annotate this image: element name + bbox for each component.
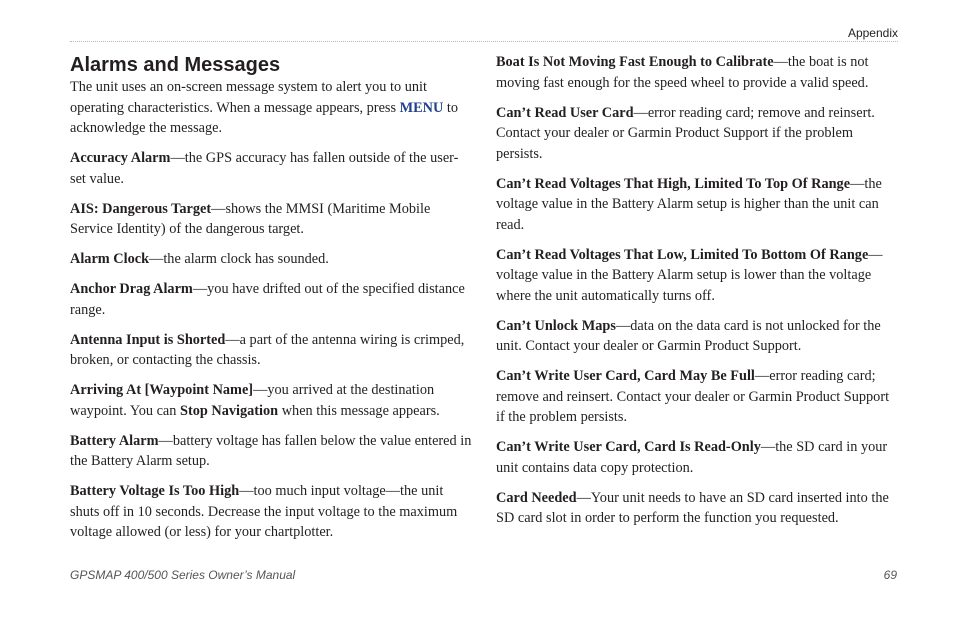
- message-description: —you arrived at the destination waypoint. You can: [70, 382, 435, 419]
- message-term: Boat Is Not Moving Fast Enough to Calibrate: [496, 54, 774, 70]
- message-description: —shows the MMSI (Maritime Mobile Service Identity) of the dangerous target.: [70, 200, 431, 237]
- message-entry-arriving-at-waypoint: [70, 380, 474, 421]
- message-term: Antenna Input is Shorted: [70, 331, 226, 348]
- section-label: Appendix: [847, 26, 898, 40]
- message-term: Alarm Clock: [70, 251, 150, 267]
- message-description: —too much input voltage—the unit shuts off in 10 seconds. Decrease the input voltage to the maximum voltage allowed (or less) for your chartplotter.: [70, 483, 458, 540]
- message-term: Can’t Write User Card, Card Is Read-Only: [496, 439, 761, 455]
- message-description: —data on the data card is not unlocked for the unit. Contact your dealer or Garmin Product Support.: [496, 317, 881, 354]
- message-description: —the GPS accuracy has fallen outside of the user-set value.: [70, 150, 459, 187]
- message-term: Battery Voltage Is Too High: [70, 483, 240, 499]
- message-term: Anchor Drag Alarm: [70, 281, 193, 297]
- page-number: 69: [883, 568, 897, 582]
- message-entry-cant-read-voltages-low: [496, 245, 900, 307]
- menu-key-label: MENU: [399, 99, 444, 116]
- message-term: AIS: Dangerous Target: [70, 200, 212, 217]
- message-entry-card-needed: [496, 488, 900, 529]
- message-description: —the boat is not moving fast enough for the speed wheel to provide a valid speed.: [496, 54, 869, 91]
- message-entry-cant-unlock-maps: [496, 316, 900, 357]
- message-entry-alarm-clock: [70, 249, 474, 270]
- page-title: Alarms and Messages: [70, 54, 281, 76]
- message-description: —Your unit needs to have an SD card inserted into the SD card slot in order to perform the function you requested.: [496, 489, 889, 526]
- intro-paragraph: [70, 77, 474, 139]
- message-term: Accuracy Alarm: [70, 150, 171, 166]
- message-description: —you have drifted out of the specified distance range.: [70, 281, 465, 318]
- stop-navigation-label: Stop Navigation: [180, 402, 279, 419]
- manual-title: GPSMAP 400/500 Series Owner’s Manual: [70, 568, 296, 582]
- intro-text-before: The unit uses an on-screen message system to alert you to unit operating characteristics. When a message appears, press: [70, 79, 427, 116]
- message-entry-cant-write-card-full: [496, 366, 900, 428]
- intro-text-after: to acknowledge the message.: [70, 99, 459, 136]
- message-term: Arriving At [Waypoint Name]: [70, 382, 254, 398]
- message-term: Can’t Write User Card, Card May Be Full: [496, 368, 755, 384]
- message-description: —the alarm clock has sounded.: [149, 251, 329, 267]
- message-description: —the voltage value in the Battery Alarm setup is higher than the unit can read.: [496, 175, 882, 233]
- message-entry-cant-read-voltages-high: [496, 174, 900, 236]
- message-term: Card Needed: [496, 489, 577, 506]
- message-entry-cant-read-user-card: [496, 103, 900, 165]
- message-description: —error reading card; remove and reinsert. Contact your dealer or Garmin Product Support if the problem persists.: [496, 104, 875, 162]
- message-term: Can’t Read User Card: [496, 104, 634, 121]
- message-description: —the SD card in your unit contains data copy protection.: [496, 439, 888, 476]
- message-description: —error reading card; remove and reinsert. Contact your dealer or Garmin Product Support if the problem persists.: [496, 368, 890, 425]
- message-term: Battery Alarm: [70, 432, 159, 449]
- right-column: [496, 52, 900, 538]
- message-entry-ais-dangerous-target: [70, 199, 474, 240]
- message-entry-battery-alarm: [70, 431, 474, 472]
- header-divider: [70, 41, 898, 42]
- message-term: Can’t Read Voltages That Low, Limited To Bottom Of Range: [496, 246, 869, 263]
- message-entry-anchor-drag-alarm: [70, 279, 474, 320]
- message-entry-battery-voltage-too-high: [70, 481, 474, 543]
- message-description: —a part of the antenna wiring is crimped, broken, or contacting the chassis.: [70, 331, 465, 368]
- message-description: —battery voltage has fallen below the value entered in the Battery Alarm setup.: [70, 432, 472, 469]
- message-entry-cant-write-card-read-only: [496, 437, 900, 478]
- message-term: Can’t Unlock Maps: [496, 317, 616, 334]
- message-entry-accuracy-alarm: [70, 148, 474, 189]
- message-term: Can’t Read Voltages That High, Limited To Top Of Range: [496, 175, 851, 192]
- message-entry-antenna-input-shorted: [70, 330, 474, 371]
- message-description: —voltage value in the Battery Alarm setup is lower than the voltage where the unit automatically turns off.: [496, 246, 883, 304]
- message-entry-boat-not-moving-fast: [496, 52, 900, 93]
- left-column: [70, 52, 474, 552]
- message-description-continued: when this message appears.: [278, 402, 440, 419]
